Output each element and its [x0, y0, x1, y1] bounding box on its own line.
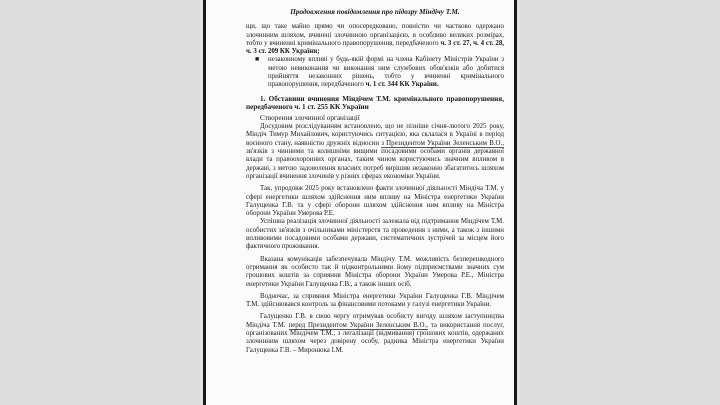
paragraph-8-text-a: Галущенко Г.В. в свою чергу отримував особисту вигоду шляхом заступництва Міндіча Т.М. — [246, 313, 504, 329]
paragraph-5: Успішна реалізація злочинної діяльності залежала від підтримання Міндічем Т.М. особистих зв'язків з очільниками міністерств та проведення з ними, а також з іншими впливовими посадовими особами держави, систематичних зустрічей за місцем його фактичного проживання. — [246, 218, 504, 251]
paragraph-7: Водночас, за сприяння Міністра енергетики України Галущенка Г.В. Міндічем Т.М. здійснювався контроль за фінансовими потоками у галузі енергетики України. — [246, 292, 504, 309]
paragraph-1-text: щи, що таке майно прямо чи опосередковано, повністю чи частково одержано злочинним шляхом, вчинені злочинною організацією, в особливо великих розмірах, тобто у вчиненні кримінального правопорушення, передбаченого — [246, 23, 504, 47]
legal-reference: ч. 1 ст. 344 КК України. — [365, 81, 439, 89]
subsection-title: Створення злочинної організації — [260, 113, 360, 122]
page-border-right — [514, 0, 517, 405]
bullet-item — [246, 56, 504, 89]
legal-reference: ч. 3 ст. 27, ч. 4 ст. 28, ч. 3 ст. 209 КК України; — [246, 39, 505, 56]
section-title: 1. Обставини вчинення Міндічем Т.М. кримінального правопорушення, передбаченого ч. 1 ст. 255 КК України — [246, 94, 504, 112]
document-content — [246, 8, 504, 355]
paragraph-3 — [246, 123, 504, 181]
highlighted-text: з Президентом України Зеленським В.О., — [381, 139, 504, 147]
bullet-icon: ■ — [255, 56, 260, 64]
paragraph-8-text-b: та використання послуг, організованих Міндічем Т.М., з легалізації (відмивання) грошових коштів, одержаних злочинним шляхом через довірену особу, радника Міністра енергетики України Галущенка Г.В. – Миронюка І.М. — [246, 321, 504, 354]
paragraph-3-text-b: зв'язків з чинними та колишніми вищими посадовими особами органів державної влади та правоохоронних органах, таким чином користуючись значним впливом в державі, з метою задоволення власних потреб вирішив незаконно збагатитись шляхом організації вчинення злочинів у різних сферах економіки України. — [246, 148, 504, 180]
document-page — [206, 0, 514, 405]
paragraph-3-text-a: Досудовим розслідуванням встановлено, що не пізніше січня-лютого 2025 року, Міндіч Тимур Михайлович, користуючись ситуацією, яка склалася в Україні в період воєнного стану, наявністю дружніх відносин — [246, 123, 504, 147]
bullet-item-text: незаконному впливі у будь-якій формі на члена Кабінету Міністрів України з метою невиконання чи виконання ним службових обов'язків або добитися прийняття незаконних рішень, тобто у вчиненні кримінального правопорушення, передбаченого — [268, 56, 504, 89]
paragraph-8 — [246, 313, 504, 354]
highlighted-text: перед Президентом України Зеленським В.О., — [288, 321, 428, 329]
page-header: Продовження повідомлення про підозру Міндічу Т.М. — [290, 8, 460, 16]
right-background — [520, 0, 720, 405]
paragraph-6: Вказана комунікація забезпечувала Міндічу Т.М. можливість безперешкодного отримання як особисто так й підконтрольними йому підприємствами значних сум грошових коштів за сприяння Міністра оборони України Умерова Р.Е., Міністра енергетики України Галущенка Г.В., а також інших осіб. — [246, 255, 504, 288]
left-background — [0, 0, 200, 405]
paragraph-4: Так, упродовж 2025 року встановлено факти злочинної діяльності Міндіча Т.М. у сфері енергетики шляхом здійснення ним впливу на Міністра енергетики України Галущенка Г.В. та у сфері оборони шляхом здійснення ним впливу на Міністра оборони України Умерова Р.Е. — [246, 185, 504, 218]
paragraph-1 — [246, 23, 504, 56]
